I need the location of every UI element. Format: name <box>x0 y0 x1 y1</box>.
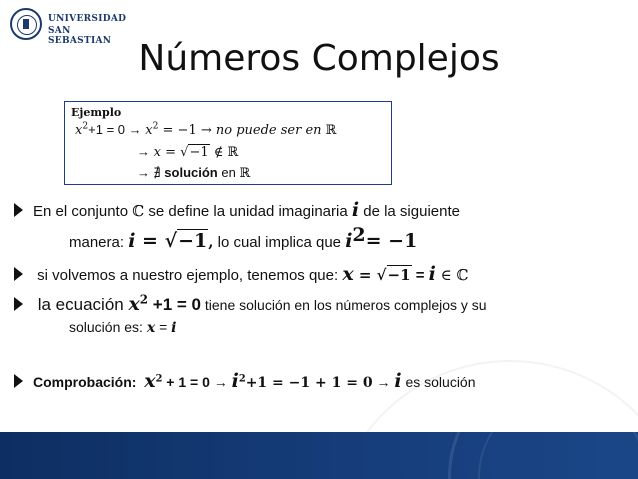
bullet-arrow-icon <box>14 267 23 281</box>
bullet-3-continuation: solución es: x = i <box>69 319 177 336</box>
university-seal-icon <box>10 8 42 40</box>
footer-watermark-inner-icon <box>478 432 638 479</box>
logo-line-1: UNIVERSIDAD <box>48 14 127 24</box>
footer-band <box>0 432 638 479</box>
bullet-arrow-icon <box>14 203 23 217</box>
bullet-4: Comprobación: $x^2 + 1 = 0 \to i^2+1 = -1 + 1 = 0 \to i$ es solución <box>14 370 476 392</box>
bullet-2: si volvemos a nuestro ejemplo, tenemos que: x = √−1 = i ∈ ℂ <box>14 263 468 285</box>
logo-line-2: SAN SEBASTIAN <box>48 26 112 46</box>
example-line-3: → ∄ solución en ℝ <box>137 165 251 181</box>
example-line-1: $x^2+1 = 0 \to x^2 = -1$ → no puede ser en ℝ <box>75 121 337 138</box>
bullet-1: En el conjunto ℂ se define la unidad imaginaria i de la siguiente <box>14 199 460 221</box>
example-box <box>64 101 392 185</box>
university-logo <box>10 8 130 46</box>
example-line-2: → x = √−1 ∉ ℝ <box>137 144 239 160</box>
bullet-3: la ecuación $x^2 +1 = 0$ tiene solución en los números complejos y su <box>14 293 487 315</box>
bullet-arrow-icon <box>14 297 23 311</box>
bullet-1-continuation: manera: i = √−1, lo cual implica que $i^2= -1$ <box>69 224 418 252</box>
bullet-arrow-icon <box>14 374 23 388</box>
slide-title: Números Complejos <box>138 38 500 79</box>
example-heading: Ejemplo <box>71 106 122 119</box>
